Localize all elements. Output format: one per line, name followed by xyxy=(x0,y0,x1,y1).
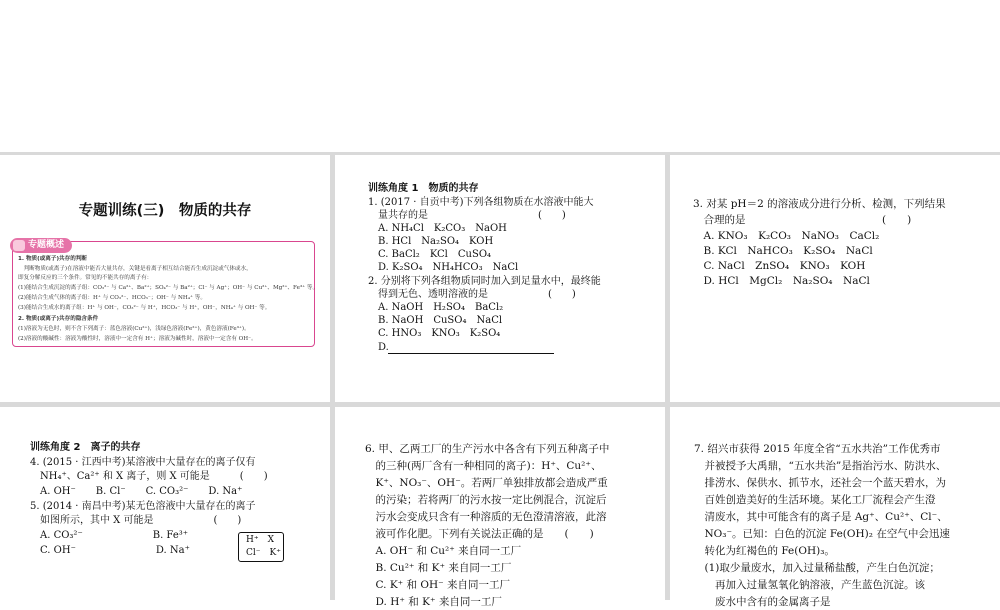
question-line: 的污染；若将两厂的污水按一定比例混合，沉淀后 xyxy=(365,494,607,506)
question-line: (1)取少量废水，加入过量稀盐酸，产生白色沉淀； xyxy=(694,562,940,574)
option-line: D. H⁺ 和 K⁺ 来自同一工厂 xyxy=(365,596,502,608)
slide-title: 专题训练(三) 物质的共存 xyxy=(78,203,252,219)
question-line: 得到无色、透明溶液的是 ( ) xyxy=(368,289,576,300)
badge-label: 专题概述 xyxy=(28,240,65,250)
question-line: 污水会变成只含有一种溶质的无色澄清溶液，此溶 xyxy=(365,511,607,523)
question-line: 转化为红褐色的 Fe(OH)₃。 xyxy=(694,545,835,557)
question-line: 清废水，其中可能含有的离子是 Ag⁺、Cu²⁺、Cl⁻、 xyxy=(694,511,948,523)
question-line: 废水中含有的金属离子是 xyxy=(694,596,831,608)
option-line: A. KNO₃ K₂CO₃ NaNO₃ CaCl₂ xyxy=(693,230,880,242)
option-line: C. K⁺ 和 OH⁻ 来自同一工厂 xyxy=(365,579,511,591)
overview-badge xyxy=(10,238,72,253)
option-line: B. Cu²⁺ 和 K⁺ 来自同一工厂 xyxy=(365,562,512,574)
overview-line: 判断物质(或离子)在溶液中能否大量共存，关键是看离子相互结合能否生成沉淀或气体或水， xyxy=(18,266,252,272)
question-line: 2. 分别将下列各组物质同时加入到足量水中，最终能 xyxy=(368,276,601,287)
question-line: 合理的是 ( ) xyxy=(693,214,912,226)
option-line: B. KCl NaHCO₃ K₂SO₄ NaCl xyxy=(693,245,873,257)
question-line: 并被授予大禹鼎，“五水共治”是指治污水、防洪水、 xyxy=(694,460,947,472)
slide-thumbnail-3[interactable] xyxy=(670,155,1000,402)
option-line: A. OH⁻ B. Cl⁻ C. CO₃²⁻ D. Na⁺ xyxy=(30,486,243,497)
overview-line: (1)溶液为无色时，则不含下列离子：蓝色溶液(Cu²⁺)，浅绿色溶液(Fe²⁺)，黄色溶液(Fe³⁺)。 xyxy=(18,326,250,332)
overview-line: 2. 物质(或离子)共存的隐含条件 xyxy=(18,316,99,322)
question-line: 4. (2015 · 江西中考)某溶液中大量存在的离子仅有 xyxy=(30,457,256,468)
ion-row: H⁺ X xyxy=(246,535,275,545)
question-line: 如图所示，其中 X 可能是 ( ) xyxy=(30,515,242,526)
book-icon xyxy=(13,240,25,251)
section-heading: 训练角度 1 物质的共存 xyxy=(368,183,479,194)
overview-line: (1)能结合生成沉淀的离子组：CO₃²⁻ 与 Ca²⁺、Ba²⁺；SO₄²⁻ 与 Ba²⁺；Cl⁻ 与 Ag⁺；OH⁻ 与 Cu²⁺、Mg²⁺、Fe³⁺ 等。 xyxy=(18,285,319,291)
slide-thumbnail-1[interactable] xyxy=(0,155,330,402)
question-line: 百姓创造美好的生活环境。某化工厂流程会产生澄 xyxy=(694,494,936,506)
option-line: B. NaOH CuSO₄ NaCl xyxy=(368,315,503,326)
option-line: A. CO₃²⁻ B. Fe³⁺ xyxy=(30,530,189,541)
question-line: 1. (2017 · 自贡中考)下列各组物质在水溶液中能大 xyxy=(368,197,594,208)
question-line: 液可作化肥。下列有关说法正确的是 ( ) xyxy=(365,528,594,540)
slide-thumbnail-2[interactable] xyxy=(335,155,665,402)
question-line: 3. 对某 pH＝2 的溶液成分进行分析、检测，下列结果 xyxy=(693,198,946,210)
question-line: NH₄⁺、Ca²⁺ 和 X 离子，则 X 可能是 ( ) xyxy=(30,471,268,482)
option-line: C. OH⁻ D. Na⁺ xyxy=(30,545,190,556)
slide-thumbnail-4[interactable] xyxy=(0,407,330,600)
question-line: 再加入过量氢氧化钠溶液，产生蓝色沉淀。该 xyxy=(694,579,925,591)
answer-blank xyxy=(388,352,554,354)
slide-thumbnail-6[interactable] xyxy=(670,407,1000,608)
overview-line: 即复分解反应的三个条件。常见的不能共存的离子有： xyxy=(18,275,153,281)
slide-thumbnail-5[interactable] xyxy=(335,407,665,608)
option-line: C. HNO₃ KNO₃ K₂SO₄ xyxy=(368,328,501,339)
option-line: D. HCl MgCl₂ Na₂SO₄ NaCl xyxy=(693,275,870,287)
question-line: 7. 绍兴市获得 2015 年度全省“五水共治”工作优秀市 xyxy=(694,443,941,455)
ion-diagram xyxy=(238,532,284,562)
option-line: D. K₂SO₄ NH₄HCO₃ NaCl xyxy=(368,262,519,273)
question-line: 的三种(两厂含有一种相同的离子)：H⁺、Cu²⁺、 xyxy=(365,460,602,472)
option-line: A. OH⁻ 和 Cu²⁺ 来自同一工厂 xyxy=(365,545,522,557)
overview-line: (2)能结合生成气体的离子组：H⁺ 与 CO₃²⁻、HCO₃⁻；OH⁻ 与 NH₄⁺ 等。 xyxy=(18,295,206,301)
overview-line: 1. 物质(或离子)共存的判断 xyxy=(18,256,88,262)
section-heading: 训练角度 2 离子的共存 xyxy=(30,442,141,453)
question-line: 6. 甲、乙两工厂的生产污水中各含有下列五种离子中 xyxy=(365,443,610,455)
overview-line: (2)溶液的酸碱性：溶液为酸性时，溶液中一定含有 H⁺；溶液为碱性时，溶液中一定含有 OH⁻。 xyxy=(18,336,257,342)
question-line: K⁺、NO₃⁻、OH⁻。若两厂单独排放都会造成严重 xyxy=(365,477,608,489)
option-line: C. BaCl₂ KCl CuSO₄ xyxy=(368,249,492,260)
option-line: B. HCl Na₂SO₄ KOH xyxy=(368,236,494,247)
overview-line: (3)能结合生成水的离子组：H⁺ 与 OH⁻，CO₃²⁻ 与 H⁺，HCO₃⁻ 与 H⁺，OH⁻，NH₄⁺ 与 OH⁻ 等。 xyxy=(18,305,271,311)
option-line: C. NaCl ZnSO₄ KNO₃ KOH xyxy=(693,260,866,272)
option-line: A. NaOH H₂SO₄ BaCl₂ xyxy=(368,302,504,313)
option-line: D. xyxy=(368,342,389,353)
question-line: NO₃⁻。已知：白色的沉淀 Fe(OH)₂ 在空气中会迅速 xyxy=(694,528,950,540)
question-line: 5. (2014 · 南昌中考)某无色溶液中大量存在的离子 xyxy=(30,501,256,512)
option-line: A. NH₄Cl K₂CO₃ NaOH xyxy=(368,223,507,234)
question-line: 排涝水、保供水、抓节水，还社会一个蓝天碧水，为 xyxy=(694,477,946,489)
question-line: 量共存的是 ( ) xyxy=(368,210,566,221)
ion-row: Cl⁻ K⁺ xyxy=(246,548,281,558)
